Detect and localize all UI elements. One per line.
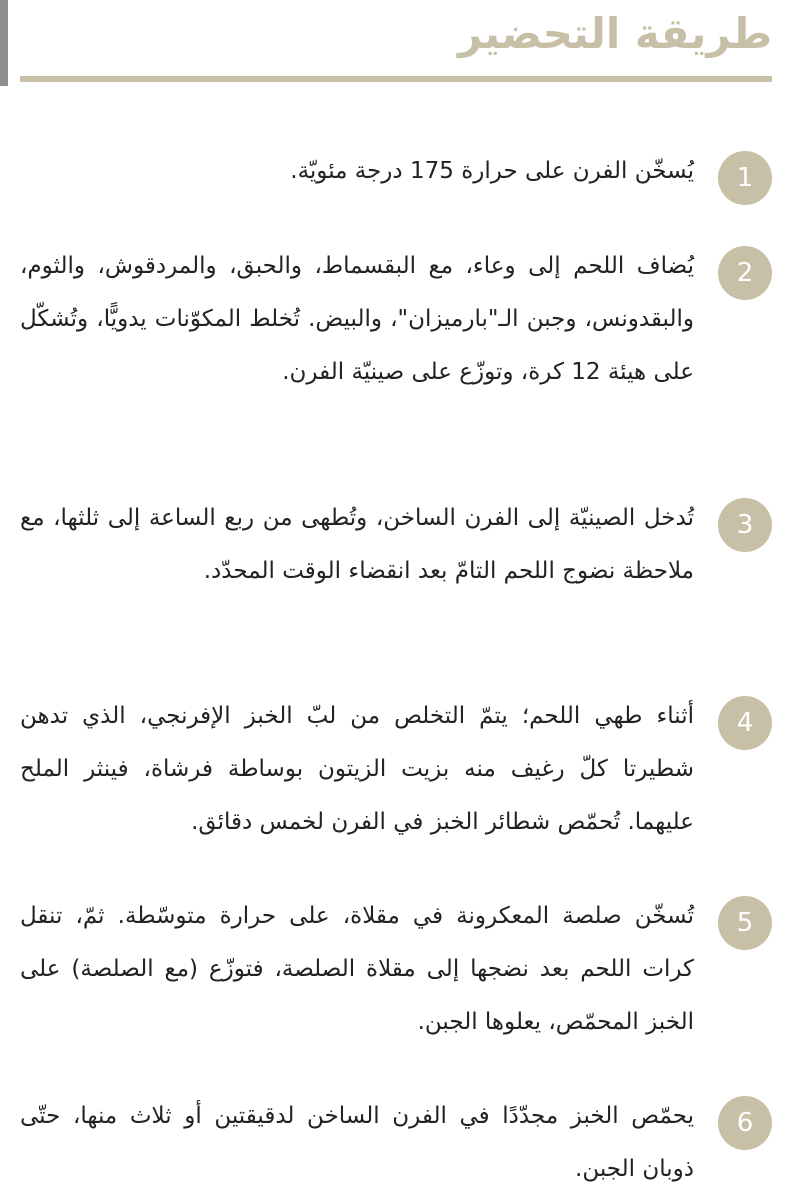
step-text: أثناء طهي اللحم؛ يتمّ التخلص من لبّ الخبز الإفرنجي، الذي تدهن شطيرتا كلّ رغيف منه بزيت الزيتون بوساطة فرشاة، فينثر الملح عليهما. تُحمّص شطائر الخبز في الفرن لخمس دقائق. <box>20 703 694 835</box>
scroll-edge-bar <box>0 0 8 86</box>
step-5 <box>20 890 772 1049</box>
step-text: تُدخل الصينيّة إلى الفرن الساخن، وتُطهى من ربع الساعة إلى ثلثها، مع ملاحظة نضوج اللحم التامّ بعد انقضاء الوقت المحدّد. <box>20 505 694 584</box>
step-1 <box>20 145 772 198</box>
step-number-badge: 4 <box>718 696 772 750</box>
step-4 <box>20 690 772 849</box>
step-text: يُسخّن الفرن على حرارة 175 درجة مئويّة. <box>290 158 694 184</box>
step-2 <box>20 240 772 399</box>
step-number-badge: 3 <box>718 498 772 552</box>
section-title: طريقة التحضير <box>457 9 772 58</box>
step-number-badge: 5 <box>718 896 772 950</box>
step-text: تُسخّن صلصة المعكرونة في مقلاة، على حرارة متوسّطة. ثمّ، تنقل كرات اللحم بعد نضجها إلى مقلاة الصلصة، فتوزّع (مع الصلصة) على الخبز المحمّص، يعلوها الجبن. <box>20 903 694 1035</box>
step-number-badge: 1 <box>718 151 772 205</box>
step-3 <box>20 492 772 598</box>
step-6 <box>20 1090 772 1196</box>
title-divider <box>20 76 772 82</box>
step-number-badge: 2 <box>718 246 772 300</box>
step-number-badge: 6 <box>718 1096 772 1150</box>
step-text: يُضاف اللحم إلى وعاء، مع البقسماط، والحبق، والمردقوش، والثوم، والبقدونس، وجبن الـ"بارميزان"، والبيض. تُخلط المكوّنات يدويًّا، وتُشكّل على هيئة 12 كرة، وتوزّع على صينيّة الفرن. <box>20 253 694 385</box>
step-text: يحمّص الخبز مجدّدًا في الفرن الساخن لدقيقتين أو ثلاث منها، حتّى ذوبان الجبن. <box>20 1103 694 1182</box>
